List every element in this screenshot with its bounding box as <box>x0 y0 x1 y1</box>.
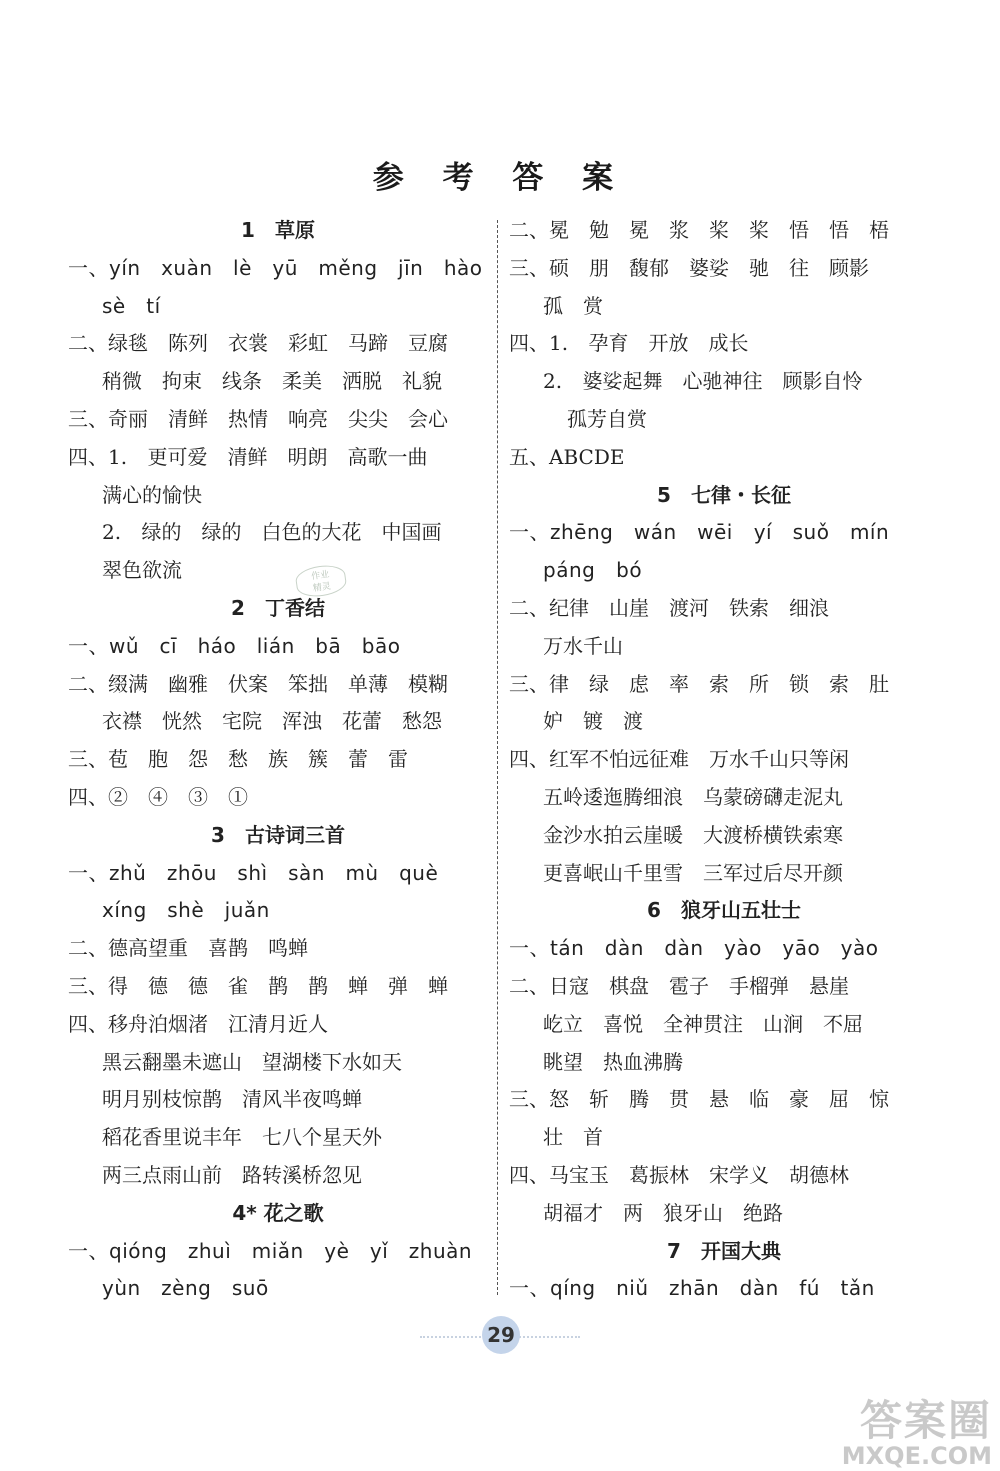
site-watermark <box>842 1388 992 1470</box>
answer-line: 二、缀满 幽雅 伏案 笨拙 单薄 模糊 <box>68 671 448 696</box>
answer-line: 孤 赏 <box>543 293 603 318</box>
watermark-logo-text: 答案圈 <box>859 1396 992 1445</box>
answer-line: 二、纪律 山崖 渡河 铁索 细浪 <box>509 595 829 620</box>
page-number-badge <box>420 1316 580 1360</box>
answer-line: 二、冕 勉 冕 浆 桨 桨 悟 悟 梧 <box>509 218 889 242</box>
pinyin-answer-line: xíng shè juǎn <box>102 898 270 923</box>
pinyin-answer-line: 一、zhǔ zhōu shì sàn mù què <box>68 860 439 885</box>
answer-line: 2. 婆娑起舞 心驰神往 顾影自怜 <box>543 369 863 394</box>
answer-line: 三、苞 胞 怨 愁 族 簇 蕾 雷 <box>68 747 408 772</box>
answer-line: 孤芳自赏 <box>567 406 647 431</box>
answer-line: 更喜岷山千里雪 三军过后尽开颜 <box>543 860 843 885</box>
answer-line: 四、移舟泊烟渚 江清月近人 <box>68 1011 328 1036</box>
pinyin-answer-line: 一、wǔ cī háo lián bā bāo <box>68 633 401 658</box>
answer-line: 四、马宝玉 葛振林 宋学义 胡德林 <box>509 1162 849 1187</box>
answer-line: 两三点雨山前 路转溪桥忽见 <box>102 1162 362 1187</box>
answer-line: 翠色欲流 <box>102 558 182 583</box>
answer-line: 三、硕 朋 馥郁 婆娑 驰 往 顾影 <box>509 255 869 280</box>
answer-line: 二、绿毯 陈列 衣裳 彩虹 马蹄 豆腐 <box>68 331 448 356</box>
answer-line: 金沙水拍云崖暖 大渡桥横铁索寒 <box>543 822 843 847</box>
answer-line: 妒 镀 渡 <box>543 709 643 734</box>
pinyin-answer-line: sè tí <box>102 293 161 318</box>
pinyin-answer-line: páng bó <box>543 558 643 583</box>
answer-line: 稻花香里说丰年 七八个星天外 <box>102 1125 382 1150</box>
answer-line: 黑云翻墨未遮山 望湖楼下水如天 <box>102 1049 402 1074</box>
answer-line: 万水千山 <box>543 633 623 658</box>
stamp-seal: 作业 精灵 <box>294 563 348 600</box>
answer-line: 稍微 拘束 线条 柔美 洒脱 礼貌 <box>102 369 442 394</box>
lesson-heading: 1 草原 <box>241 218 315 242</box>
column-divider <box>497 220 498 1295</box>
lesson-heading: 2 丁香结 <box>231 595 325 620</box>
answer-line: 屹立 喜悦 全神贯注 山涧 不屈 <box>543 1011 863 1036</box>
answer-line: 三、律 绿 虑 率 索 所 锁 索 肚 <box>509 671 889 696</box>
pinyin-answer-line: 一、yín xuàn lè yū měng jīn hào <box>68 255 483 280</box>
page-number: 29 <box>482 1316 520 1354</box>
pinyin-answer-line: 一、qíng niǔ zhān dàn fú tǎn <box>509 1276 875 1301</box>
pinyin-answer-line: 一、zhēng wán wēi yí suǒ mín <box>509 520 890 545</box>
answer-line: 衣襟 恍然 宅院 浑浊 花蕾 愁怨 <box>102 709 442 734</box>
page-title: 参 考 答 案 <box>372 160 628 196</box>
right-column <box>509 212 939 1308</box>
lesson-heading: 3 古诗词三首 <box>211 822 345 847</box>
answer-line: 五岭逶迤腾细浪 乌蒙磅礴走泥丸 <box>543 784 843 809</box>
answer-line: 明月别枝惊鹊 清风半夜鸣蝉 <box>102 1087 362 1112</box>
lesson-heading: 5 七律・长征 <box>657 482 791 507</box>
pinyin-answer-line: 一、tán dàn dàn yào yāo yào <box>509 936 879 961</box>
lesson-heading: 6 狼牙山五壮士 <box>647 898 801 923</box>
answer-line: 五、ABCDE <box>509 444 625 469</box>
answer-line: 三、奇丽 清鲜 热情 响亮 尖尖 会心 <box>68 406 448 431</box>
answer-line: 眺望 热血沸腾 <box>543 1049 683 1074</box>
pinyin-answer-line: 一、qióng zhuì miǎn yè yǐ zhuàn <box>68 1238 473 1263</box>
watermark-url: MXQE.COM <box>841 1442 992 1470</box>
answer-line: 胡福才 两 狼牙山 绝路 <box>543 1200 783 1225</box>
answer-line: 三、得 德 德 雀 鹊 鹊 蝉 弹 蝉 <box>68 973 448 998</box>
answer-line: 二、日寇 棋盘 雹子 手榴弹 悬崖 <box>509 973 849 998</box>
answer-line: 四、红军不怕远征难 万水千山只等闲 <box>509 747 849 772</box>
answer-line: 二、德高望重 喜鹊 鸣蝉 <box>68 936 308 961</box>
answer-line: 四、② ④ ③ ① <box>68 784 248 809</box>
answer-line: 2. 绿的 绿的 白色的大花 中国画 <box>102 520 442 545</box>
left-column <box>68 212 488 1308</box>
lesson-heading: 7 开国大典 <box>667 1238 781 1263</box>
answer-line: 四、1. 孕育 开放 成长 <box>509 331 749 356</box>
pinyin-answer-line: yùn zèng suō <box>102 1276 269 1301</box>
lesson-heading: 4* 花之歌 <box>232 1200 324 1225</box>
answer-line: 壮 首 <box>543 1125 603 1150</box>
answer-line: 满心的愉快 <box>102 482 202 507</box>
answer-line: 三、怒 斩 腾 贯 悬 临 豪 屈 惊 <box>509 1087 889 1112</box>
answer-line: 四、1. 更可爱 清鲜 明朗 高歌一曲 <box>68 444 428 469</box>
